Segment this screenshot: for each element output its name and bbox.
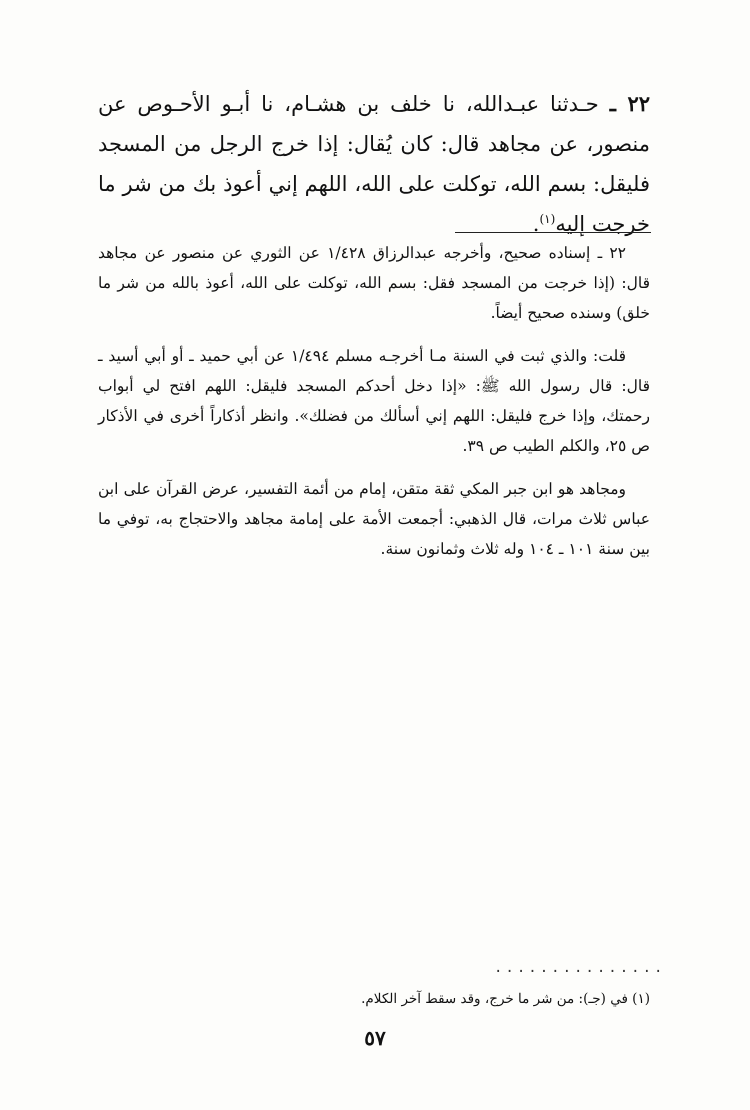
hadith-text: حـدثنا عبـدالله، نا خلف بن هشـام، نا أبـو الأحـوص عن منصور، عن مجاهد قال: كان يُقال: إذا خرج الرجل من المسجد فليقل: بسم الله، توكلت على الله، اللهم إني أعوذ بك من شر ما خرجت إليه <box>98 92 650 236</box>
footnote-separator: ............... <box>494 960 666 976</box>
hadith-end-mark: . <box>532 212 540 236</box>
footnote-text: (١) في (جـ): من شر ما خرج، وقد سقط آخر الكلام. <box>361 991 650 1007</box>
footnote-marker[interactable]: (١) <box>539 212 556 226</box>
commentary-divider <box>455 232 651 233</box>
commentary-paragraph-isnad: ٢٢ ـ إسناده صحيح، وأخرجه عبدالرزاق ١/٤٢٨ عن الثوري عن منصور عن مجاهد قال: (إذا خرجت من المسجد فقل: بسم الله، توكلت على الله، أعوذ بالله من شر ما خلق) وسنده صحيح أيضاً. <box>98 244 650 322</box>
page-number: ٥٧ <box>364 1026 386 1050</box>
hadith-paragraph <box>98 84 650 244</box>
hadith-number: ٢٢ ـ <box>609 91 650 116</box>
commentary-paragraph-sunnah: قلت: والذي ثبت في السنة مـا أخرجـه مسلم ١/٤٩٤ عن أبي حميد ـ أو أبي أسيد ـ قال: قال رسول الله ﷺ: «إذا دخل أحدكم المسجد فليقل: اللهم افتح لي أبواب رحمتك، وإذا خرج فليقل: اللهم إني أسألك من فضلك». وانظر أذكاراً أخرى في الأذكار ص ٢٥، والكلم الطيب ص ٣٩. <box>98 347 650 455</box>
commentary-block <box>98 238 650 577</box>
commentary-paragraph-mujahid: ومجاهد هو ابن جبر المكي ثقة متقن، إمام من أئمة التفسير، عرض القرآن على ابن عباس ثلاث مرات، قال الذهبي: أجمعت الأمة على إمامة مجاهد والاحتجاج به، توفي ما بين سنة ١٠١ ـ ١٠٤ وله ثلاث وثمانون سنة. <box>98 480 650 558</box>
